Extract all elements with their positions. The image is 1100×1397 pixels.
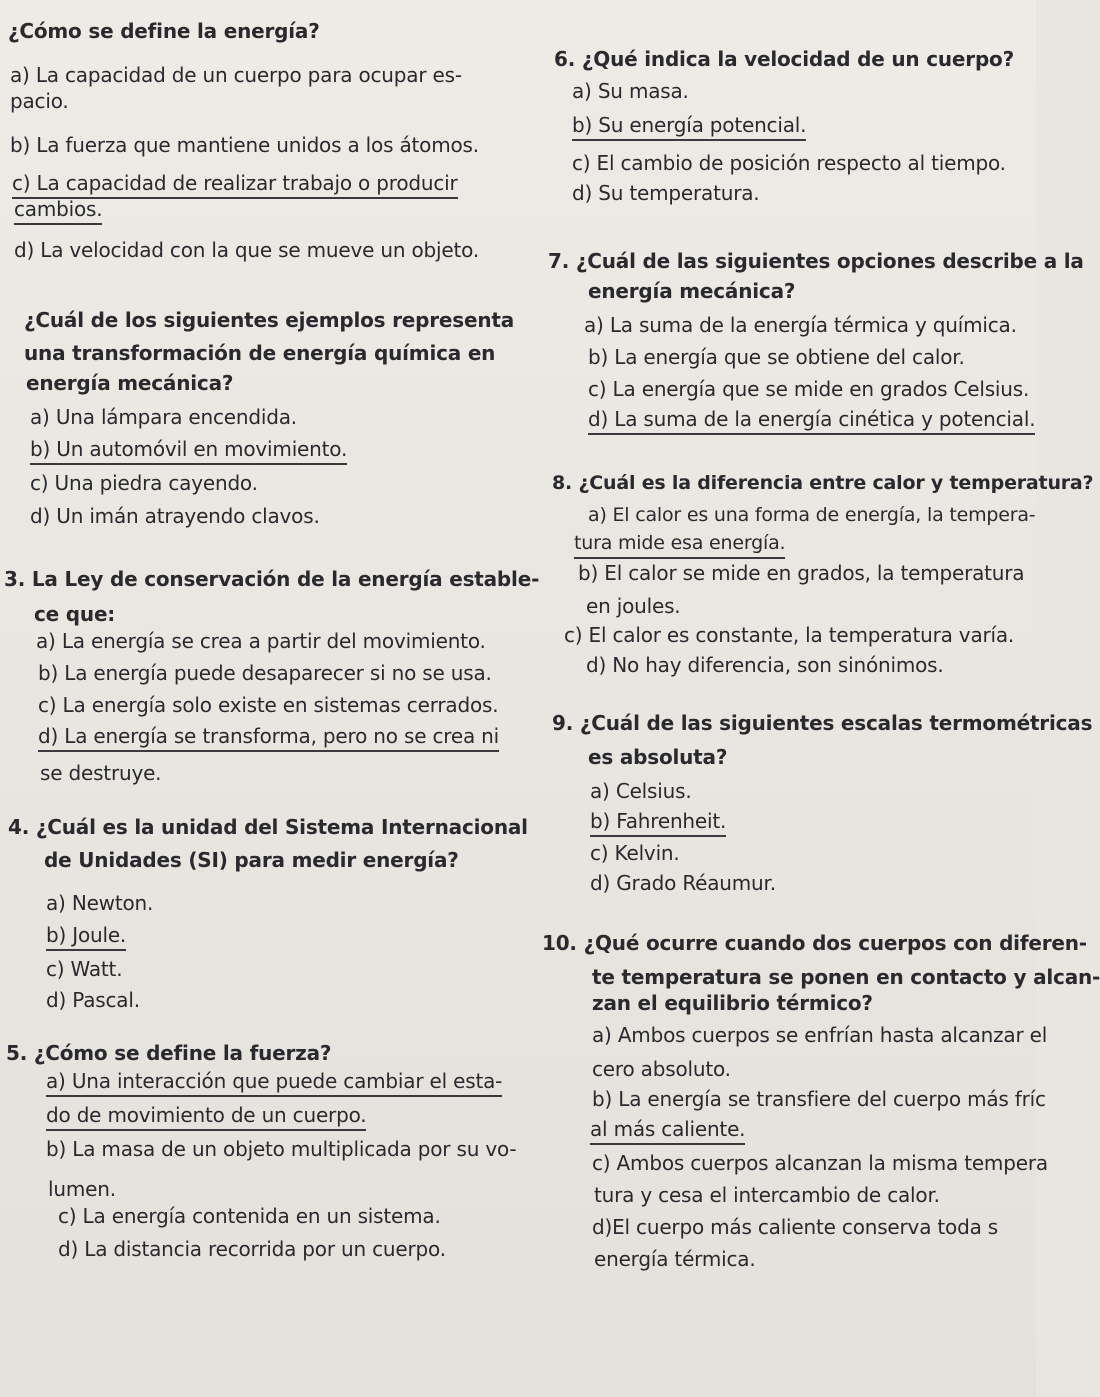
q2-option-a: a) Una lámpara encendida. [30, 405, 297, 429]
question-5-title: 5. ¿Cómo se define la fuerza? [6, 1041, 332, 1065]
q5-option-c: c) La energía contenida en un sistema. [58, 1204, 441, 1228]
q1-option-a-line2: pacio. [10, 89, 69, 113]
q10-option-d-line2: energía térmica. [594, 1247, 756, 1271]
question-3-line1: 3. La Ley de conservación de la energía estable- [4, 567, 540, 591]
q10-option-b-line2: al más caliente. [590, 1116, 745, 1145]
q9-option-d: d) Grado Réaumur. [590, 871, 776, 895]
q3-option-c: c) La energía solo existe en sistemas cerrados. [38, 693, 499, 717]
q1-option-a-line1: a) La capacidad de un cuerpo para ocupar es- [10, 63, 462, 87]
q1-option-b: b) La fuerza que mantiene unidos a los átomos. [10, 133, 479, 157]
question-9-line2: es absoluta? [588, 745, 728, 769]
q9-option-a: a) Celsius. [590, 779, 692, 803]
question-10-line2: te temperatura se ponen en contacto y alcan- [592, 965, 1100, 989]
q8-option-a-line2: tura mide esa energía. [574, 530, 785, 559]
q3-option-a: a) La energía se crea a partir del movimiento. [36, 629, 486, 653]
question-7-line1: 7. ¿Cuál de las siguientes opciones describe a la [548, 249, 1084, 273]
q9-option-c: c) Kelvin. [590, 841, 680, 865]
question-10-line3: zan el equilibrio térmico? [592, 991, 873, 1015]
q7-option-d: d) La suma de la energía cinética y potencial. [588, 406, 1035, 435]
q4-option-b: b) Joule. [46, 922, 126, 951]
q8-option-b-line2: en joules. [586, 594, 681, 618]
q5-option-b-line2: lumen. [48, 1177, 116, 1201]
q9-option-b: b) Fahrenheit. [590, 808, 726, 837]
q1-option-c-line2: cambios. [14, 196, 102, 225]
q1-option-d: d) La velocidad con la que se mueve un objeto. [14, 238, 479, 262]
question-2-line3: energía mecánica? [26, 371, 234, 395]
q10-option-a-line2: cero absoluto. [592, 1057, 731, 1081]
question-4-line2: de Unidades (SI) para medir energía? [44, 848, 459, 872]
question-9-line1: 9. ¿Cuál de las siguientes escalas termométricas [552, 711, 1093, 735]
q5-option-d: d) La distancia recorrida por un cuerpo. [58, 1237, 446, 1261]
q1-option-c-line1: c) La capacidad de realizar trabajo o producir [12, 170, 458, 199]
question-8-title: 8. ¿Cuál es la diferencia entre calor y temperatura? [552, 472, 1094, 494]
q10-option-d-line1: d)El cuerpo más caliente conserva toda s [592, 1215, 999, 1239]
q5-option-a-line2: do de movimiento de un cuerpo. [46, 1102, 366, 1131]
q3-option-b: b) La energía puede desaparecer si no se usa. [38, 661, 492, 685]
q8-option-a-line1: a) El calor es una forma de energía, la tempera- [588, 504, 1036, 526]
q6-option-a: a) Su masa. [572, 79, 689, 103]
q2-option-d: d) Un imán atrayendo clavos. [30, 504, 320, 528]
q7-option-b: b) La energía que se obtiene del calor. [588, 345, 965, 369]
q10-option-a-line1: a) Ambos cuerpos se enfrían hasta alcanzar el [592, 1023, 1048, 1047]
q2-option-c: c) Una piedra cayendo. [30, 471, 258, 495]
question-4-line1: 4. ¿Cuál es la unidad del Sistema Internacional [8, 815, 528, 839]
q3-option-d-line2: se destruye. [40, 761, 162, 785]
q10-option-c-line1: c) Ambos cuerpos alcanzan la misma tempera [592, 1151, 1048, 1175]
q5-option-b-line1: b) La masa de un objeto multiplicada por su vo- [46, 1137, 517, 1161]
q7-option-c: c) La energía que se mide en grados Celsius. [588, 377, 1030, 401]
question-1-title: ¿Cómo se define la energía? [8, 19, 320, 43]
question-6-title: 6. ¿Qué indica la velocidad de un cuerpo? [554, 47, 1015, 71]
q8-option-d: d) No hay diferencia, son sinónimos. [586, 653, 944, 677]
q6-option-b: b) Su energía potencial. [572, 112, 806, 141]
q7-option-a: a) La suma de la energía térmica y química. [584, 313, 1017, 337]
question-7-line2: energía mecánica? [588, 279, 796, 303]
q6-option-c: c) El cambio de posición respecto al tiempo. [572, 151, 1006, 175]
q2-option-b: b) Un automóvil en movimiento. [30, 436, 347, 465]
question-10-line1: 10. ¿Qué ocurre cuando dos cuerpos con diferen- [542, 931, 1087, 955]
question-3-line2: ce que: [34, 602, 116, 626]
q4-option-a: a) Newton. [46, 891, 154, 915]
question-2-line1: ¿Cuál de los siguientes ejemplos representa [24, 308, 515, 332]
q10-option-b-line1: b) La energía se transfiere del cuerpo más fríc [592, 1087, 1046, 1111]
q8-option-c: c) El calor es constante, la temperatura varía. [564, 623, 1015, 647]
q10-option-c-line2: tura y cesa el intercambio de calor. [594, 1183, 940, 1207]
q6-option-d: d) Su temperatura. [572, 181, 760, 205]
q4-option-d: d) Pascal. [46, 988, 140, 1012]
q3-option-d-line1: d) La energía se transforma, pero no se crea ni [38, 723, 499, 752]
q4-option-c: c) Watt. [46, 957, 123, 981]
q8-option-b-line1: b) El calor se mide en grados, la temperatura [578, 561, 1025, 585]
q5-option-a-line1: a) Una interacción que puede cambiar el esta- [46, 1068, 502, 1097]
question-2-line2: una transformación de energía química en [24, 341, 496, 365]
